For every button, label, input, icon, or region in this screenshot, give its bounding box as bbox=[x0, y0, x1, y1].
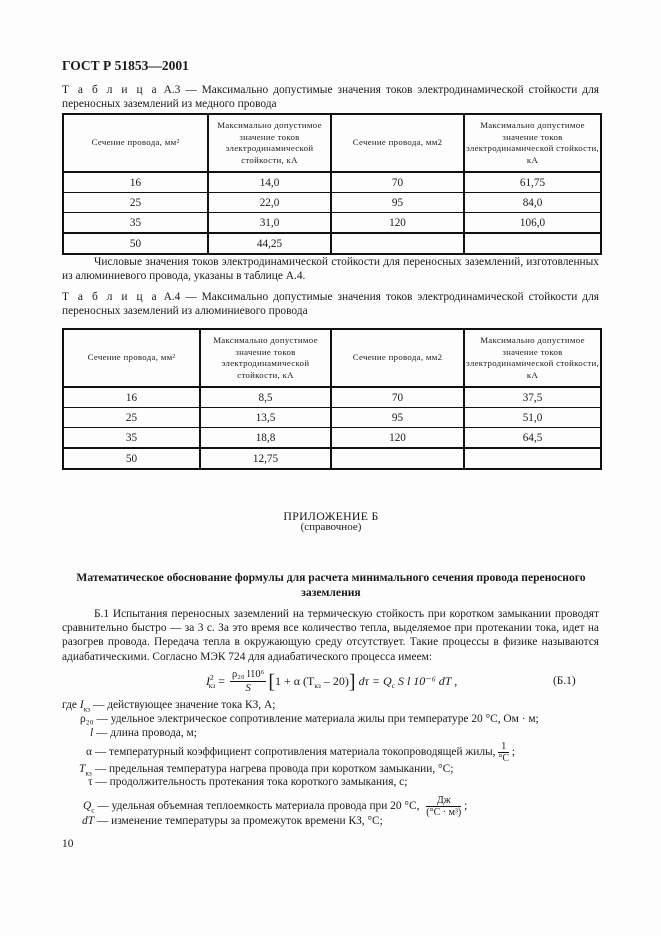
definition-text: — изменение температуры за промежуток времени КЗ, °С; bbox=[94, 815, 383, 827]
formula-fraction bbox=[230, 669, 266, 695]
definition-symbol: l bbox=[90, 727, 94, 739]
definition-symbol: I bbox=[79, 699, 84, 711]
table-cell: 106,0 bbox=[464, 213, 601, 234]
table-row bbox=[63, 172, 601, 193]
table-header-row bbox=[63, 329, 601, 387]
table-header-row bbox=[63, 114, 601, 172]
table-cell: 84,0 bbox=[464, 193, 601, 213]
table-cell: 50 bbox=[63, 448, 200, 469]
table-cell: 35 bbox=[63, 213, 208, 234]
paragraph-aluminium-reference: Числовые значения токов электродинамической стойкости для переносных заземлений, изготовленных из алюминиевого провода, указаны в таблице А.4. bbox=[62, 256, 599, 283]
table-label: Т а б л и ц а bbox=[62, 291, 159, 303]
definition-symbol: Q bbox=[83, 800, 92, 813]
table-cell: 8,5 bbox=[200, 387, 331, 408]
table-cell: 120 bbox=[331, 428, 464, 449]
unit-denominator: °С bbox=[498, 753, 510, 764]
table-number: А.3 bbox=[163, 84, 181, 96]
definition-text: — температурный коэффициент сопротивления материала токопроводящей жилы, bbox=[91, 746, 496, 759]
definition-symbol: τ bbox=[88, 776, 93, 788]
unit-fraction bbox=[426, 795, 461, 818]
table-row bbox=[63, 387, 601, 408]
header-cell: Сечение провода, мм2 bbox=[331, 114, 464, 172]
table-row bbox=[63, 428, 601, 449]
definition-symbol: T bbox=[79, 763, 86, 775]
table-cell bbox=[331, 448, 464, 469]
table-a4-caption bbox=[62, 290, 599, 318]
definition-item bbox=[62, 699, 275, 713]
table-cell: 70 bbox=[331, 172, 464, 193]
definition-text: — предельная температура нагрева провода при коротком замыкании, °С; bbox=[91, 763, 454, 775]
table-cell: 95 bbox=[331, 408, 464, 428]
definition-item bbox=[88, 776, 407, 788]
table-cell: 50 bbox=[63, 233, 208, 254]
table-row bbox=[63, 448, 601, 469]
table-cell: 61,75 bbox=[464, 172, 601, 193]
section-title: Математическое обоснование формулы для расчета минимального сечения провода переносного заземления bbox=[76, 571, 586, 599]
definition-symbol: α bbox=[86, 746, 92, 759]
table-row bbox=[63, 408, 601, 428]
formula-rhs-sub: c bbox=[391, 681, 395, 691]
definition-text: — удельное электрическое сопротивление материала жилы при температуре 20 °С, Ом · м; bbox=[93, 713, 539, 725]
table-row bbox=[63, 213, 601, 234]
header-cell: Максимально допустимое значение токов электродинамической стойкости, кА bbox=[464, 114, 601, 172]
table-row bbox=[63, 233, 601, 254]
table-a4 bbox=[62, 328, 602, 470]
table-number: А.4 bbox=[163, 291, 181, 303]
table-cell: 37,5 bbox=[464, 387, 601, 408]
formula-bracket-sub: кз bbox=[314, 681, 321, 691]
document-header: ГОСТ Р 51853—2001 bbox=[62, 58, 189, 73]
table-cell: 44,25 bbox=[208, 233, 331, 254]
unit-numerator: 1 bbox=[498, 741, 509, 753]
table-cell: 64,5 bbox=[464, 428, 601, 449]
unit-numerator: Дж bbox=[426, 795, 461, 807]
formula-rhs: dτ = Q bbox=[358, 673, 392, 688]
definition-sub: c bbox=[91, 805, 95, 815]
table-cell: 12,75 bbox=[200, 448, 331, 469]
table-cell: 18,8 bbox=[200, 428, 331, 449]
header-cell: Сечение провода, мм2 bbox=[331, 329, 464, 387]
table-cell: 70 bbox=[331, 387, 464, 408]
formula-b1: $I^2_{кз}$ = $\frac{\text{ρ₂₀ l10⁶}}{S}$ [1 + α $(T_{кз} - 20)$] $d\tau = Q_c$ S l 10⁻⁶ dT , bbox=[206, 669, 458, 694]
definition-text: — действующее значение тока КЗ, А; bbox=[90, 699, 276, 711]
table-cell: 25 bbox=[63, 193, 208, 213]
equation-number: (Б.1) bbox=[553, 675, 576, 687]
table-cell: 25 bbox=[63, 408, 200, 428]
formula-denominator: S bbox=[245, 682, 251, 694]
definition-item bbox=[80, 713, 539, 725]
table-cell: 14,0 bbox=[208, 172, 331, 193]
header-cell: Максимально допустимое значение токов электродинамической стойкости, кА bbox=[208, 114, 331, 172]
formula-numerator: ρ₂₀ l10⁶ bbox=[232, 669, 265, 680]
table-row bbox=[63, 193, 601, 213]
definition-tail: ; bbox=[509, 746, 516, 759]
header-cell: Сечение провода, мм² bbox=[63, 114, 208, 172]
formula-bracket-content: 1 + α (T bbox=[274, 673, 315, 688]
table-a3 bbox=[62, 113, 602, 255]
header-cell: Максимально допустимое значение токов электродинамической стойкости, кА bbox=[200, 329, 331, 387]
definition-prefix: где bbox=[62, 699, 80, 711]
table-cell: 22,0 bbox=[208, 193, 331, 213]
table-caption-text: — Максимально допустимые значения токов электродинамической стойкости для переносных заземлений из медного провода bbox=[62, 84, 599, 111]
table-cell: 16 bbox=[63, 172, 208, 193]
definition-symbol: dT bbox=[82, 815, 95, 827]
table-cell: 31,0 bbox=[208, 213, 331, 234]
definition-item bbox=[86, 741, 515, 764]
definition-symbol: ρ₂₀ bbox=[80, 713, 94, 725]
definition-tail: ; bbox=[461, 800, 468, 813]
table-cell bbox=[464, 448, 601, 469]
table-cell: 51,0 bbox=[464, 408, 601, 428]
formula-rhs-tail: S l 10⁻⁶ dT , bbox=[394, 673, 458, 688]
definition-sub: кз bbox=[83, 704, 91, 714]
header-cell: Максимально допустимое значение токов электродинамической стойкости, кА bbox=[464, 329, 601, 387]
formula-lhs-var: I bbox=[206, 673, 210, 688]
formula-lhs-sup: 2 bbox=[210, 672, 214, 682]
appendix-title: ПРИЛОЖЕНИЕ Б bbox=[283, 509, 379, 523]
table-cell: 95 bbox=[331, 193, 464, 213]
paragraph-b1: Б.1 Испытания переносных заземлений на термическую стойкость при коротком замыкании проводят сравнительно быстро — за 3 с. За это время все количество тепла, выделяемое при протекании тока, идет на разогрев провода. Передача тепла в окружающую среду отсутствует. Такие процессы в физике называются адиабатическими. Согласно МЭК 724 для адиабатического процесса имеем: bbox=[62, 608, 599, 663]
table-caption-text: — Максимально допустимые значения токов электродинамической стойкости для переносных заземлений из алюминиевого провода bbox=[62, 291, 599, 318]
definition-sub: кз bbox=[85, 768, 92, 778]
table-label: Т а б л и ц а bbox=[62, 84, 159, 96]
unit-denominator: (°С · м³) bbox=[426, 807, 462, 818]
formula-bracket-tail: – 20) bbox=[320, 673, 349, 688]
page-number: 10 bbox=[62, 838, 74, 850]
right-bracket: ] bbox=[348, 671, 356, 693]
definition-item bbox=[90, 727, 197, 739]
table-a3-caption bbox=[62, 83, 599, 111]
table-cell: 35 bbox=[63, 428, 200, 449]
table-cell bbox=[464, 233, 601, 254]
table-cell bbox=[331, 233, 464, 254]
unit-fraction bbox=[498, 741, 509, 764]
formula-lhs-sub: кз bbox=[208, 681, 216, 691]
table-cell: 13,5 bbox=[200, 408, 331, 428]
definition-text: — длина провода, м; bbox=[93, 727, 197, 739]
definition-text: — удельная объемная теплоемкость материала провода при 20 °С, bbox=[94, 800, 420, 813]
table-cell: 16 bbox=[63, 387, 200, 408]
definition-text: — продолжительность протекания тока короткого замыкания, с; bbox=[92, 776, 408, 788]
header-cell: Сечение провода, мм² bbox=[63, 329, 200, 387]
left-bracket: [ bbox=[268, 671, 275, 693]
definition-item bbox=[82, 815, 383, 827]
table-cell: 120 bbox=[331, 213, 464, 234]
appendix-subtitle: (справочное) bbox=[300, 521, 362, 533]
